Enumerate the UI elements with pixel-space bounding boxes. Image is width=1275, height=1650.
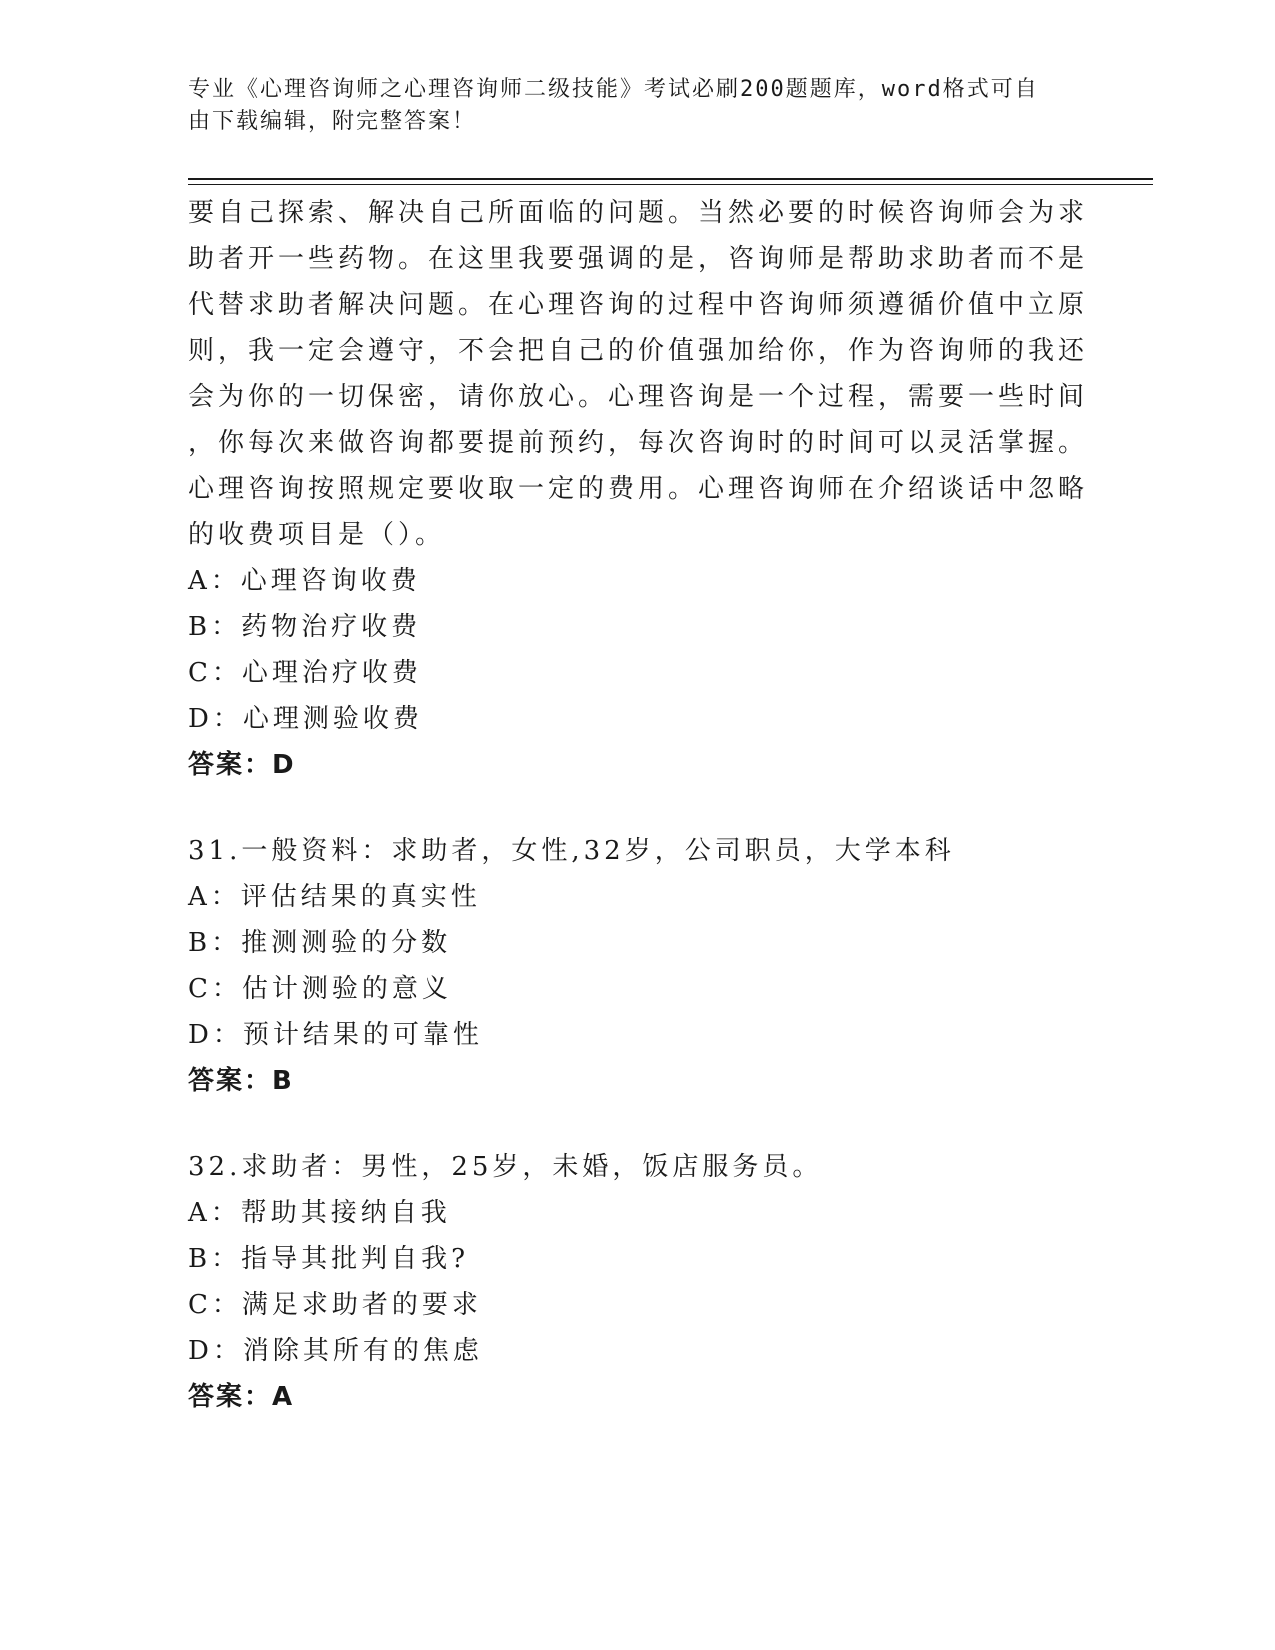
stem-line: 心理咨询按照规定要收取一定的费用。心理咨询师在介绍谈话中忽略 [188,474,1089,504]
option-a: A：评估结果的真实性 [188,882,481,912]
stem-line: 会为你的一切保密，请你放心。心理咨询是一个过程，需要一些时间 [188,382,1089,412]
question-31-answer: 答案：B [188,1066,294,1096]
option-a: A：心理咨询收费 [188,566,421,596]
question-30-stem [188,190,1089,558]
option-d: D：预计结果的可靠性 [188,1020,483,1050]
stem-line: 助者开一些药物。在这里我要强调的是，咨询师是帮助求助者而不是 [188,244,1089,274]
question-32-stem: 32.求助者：男性，25岁，未婚，饭店服务员。 [188,1152,823,1182]
question-30-answer: 答案：D [188,750,296,780]
document-header [188,74,1068,138]
stem-line: 要自己探索、解决自己所面临的问题。当然必要的时候咨询师会为求 [188,198,1089,228]
stem-line: ，你每次来做咨询都要提前预约，每次咨询时的时间可以灵活掌握。 [188,428,1089,458]
stem-line: 的收费项目是（）。 [188,520,446,550]
option-a: A：帮助其接纳自我 [188,1198,451,1228]
spacer [188,788,1068,828]
option-b: B：药物治疗收费 [188,612,422,642]
question-32-answer: 答案：A [188,1382,295,1412]
header-divider-thick [188,178,1153,180]
option-b: B：指导其批判自我? [188,1244,470,1274]
option-d: D：心理测验收费 [188,704,423,734]
option-c: C：估计测验的意义 [188,974,452,1004]
question-32-options [188,1190,1068,1374]
option-c: C：心理治疗收费 [188,658,422,688]
stem-line: 代替求助者解决问题。在心理咨询的过程中咨询师须遵循价值中立原 [188,290,1089,320]
document-body [188,190,1089,1420]
stem-line: 则，我一定会遵守，不会把自己的价值强加给你，作为咨询师的我还 [188,336,1089,366]
spacer [188,1104,1068,1144]
header-line-1: 专业《心理咨询师之心理咨询师二级技能》考试必刷200题题库，word格式可自 [188,77,1039,102]
header-line-2: 由下载编辑，附完整答案！ [188,109,477,134]
question-30-options [188,558,1068,742]
header-divider-thin [188,184,1153,185]
option-c: C：满足求助者的要求 [188,1290,482,1320]
option-b: B：推测测验的分数 [188,928,452,958]
question-31-stem: 31.一般资料：求助者，女性,32岁，公司职员，大学本科 [188,836,955,866]
question-31-options [188,874,1068,1058]
option-d: D：消除其所有的焦虑 [188,1336,483,1366]
